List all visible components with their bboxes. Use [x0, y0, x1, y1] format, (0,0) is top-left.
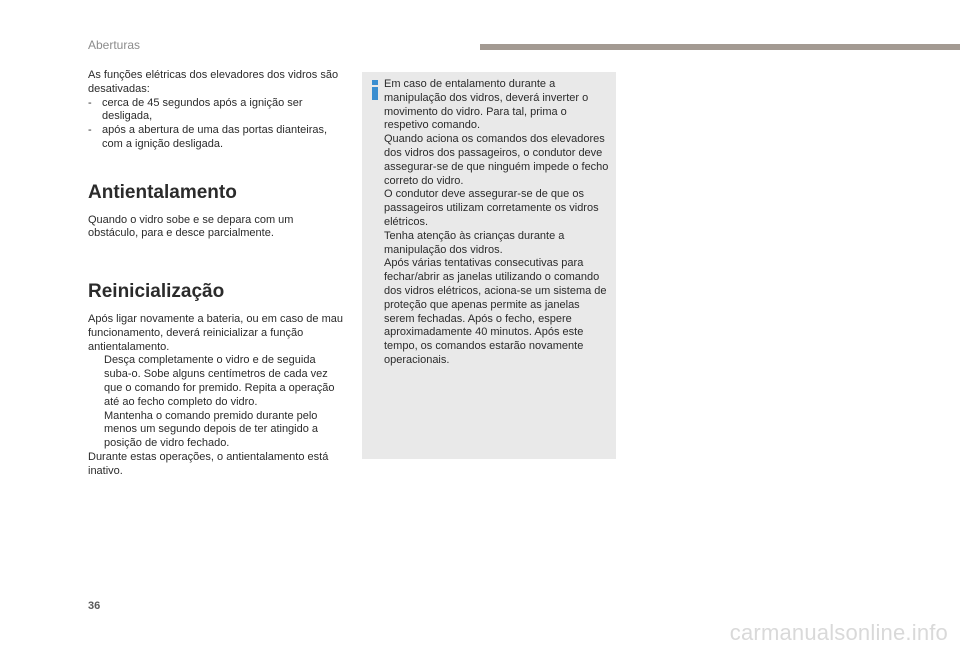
info-box — [362, 72, 616, 459]
left-column — [88, 69, 344, 479]
info-paragraph: Quando aciona os comandos dos elevadores dos vidros dos passageiros, o condutor deve assegurar-se de que ninguém impede o fecho correto do vidro. — [384, 133, 609, 187]
antientalamento-text: Quando o vidro sobe e se depara com um obstáculo, para e desce parcialmente. — [88, 213, 294, 240]
section-title: Aberturas — [88, 38, 141, 52]
info-paragraph: Após várias tentativas consecutivas para fechar/abrir as janelas utilizando o comando dos vidros elétricos, aciona-se um sistema de proteção que apenas permite as janelas serem fechadas. Após o fecho, espere aproximadamente 40 minutos. Após este tempo, os comandos estarão novamente operacionais. — [384, 257, 607, 366]
info-paragraph: O condutor deve assegurar-se de que os passageiros utilizam corretamente os vidros elétricos. — [384, 188, 599, 228]
arrow-bullet-icon — [88, 354, 104, 409]
step-item — [88, 410, 344, 451]
step-text: Mantenha o comando premido durante pelo menos um segundo depois de ter atingido a posição de vidro fechado. — [104, 409, 319, 450]
reinicializacao-heading: Reinicialização — [88, 281, 225, 303]
info-text — [384, 78, 610, 368]
step-text: Desça completamente o vidro e de seguida suba-o. Sobe alguns centímetros de cada vez que o comando for premido. Repita a operação até ao fecho completo do vidro. — [104, 354, 335, 408]
info-icon — [370, 80, 380, 100]
arrow-bullet-icon — [88, 410, 104, 451]
intro-list-item — [88, 97, 344, 125]
info-paragraph: Em caso de entalamento durante a manipulação dos vidros, deverá inverter o movimento do vidro. Para tal, prima o respetivo comando. — [384, 78, 589, 132]
intro-item-text: cerca de 45 segundos após a ignição ser desligada, — [102, 96, 303, 123]
info-paragraph: Tenha atenção às crianças durante a manipulação dos vidros. — [384, 229, 565, 256]
dash-marker: - — [88, 124, 92, 137]
step-item — [88, 354, 344, 409]
intro-list-item — [88, 124, 344, 152]
reinicializacao-intro: Após ligar novamente a bateria, ou em caso de mau funcionamento, deverá reinicializar a função antientalamento. — [88, 312, 343, 353]
dash-marker: - — [88, 96, 92, 109]
intro-text: As funções elétricas dos elevadores dos vidros são desativadas: — [88, 69, 339, 95]
reinicializacao-outro: Durante estas operações, o antientalamento está inativo. — [88, 450, 329, 477]
watermark: carmanualsonline.info — [729, 620, 948, 645]
intro-item-text: após a abertura de uma das portas dianteiras, com a ignição desligada. — [102, 124, 328, 150]
antientalamento-heading: Antientalamento — [88, 181, 237, 203]
page-number: 36 — [88, 600, 101, 612]
header-bar — [480, 44, 960, 50]
